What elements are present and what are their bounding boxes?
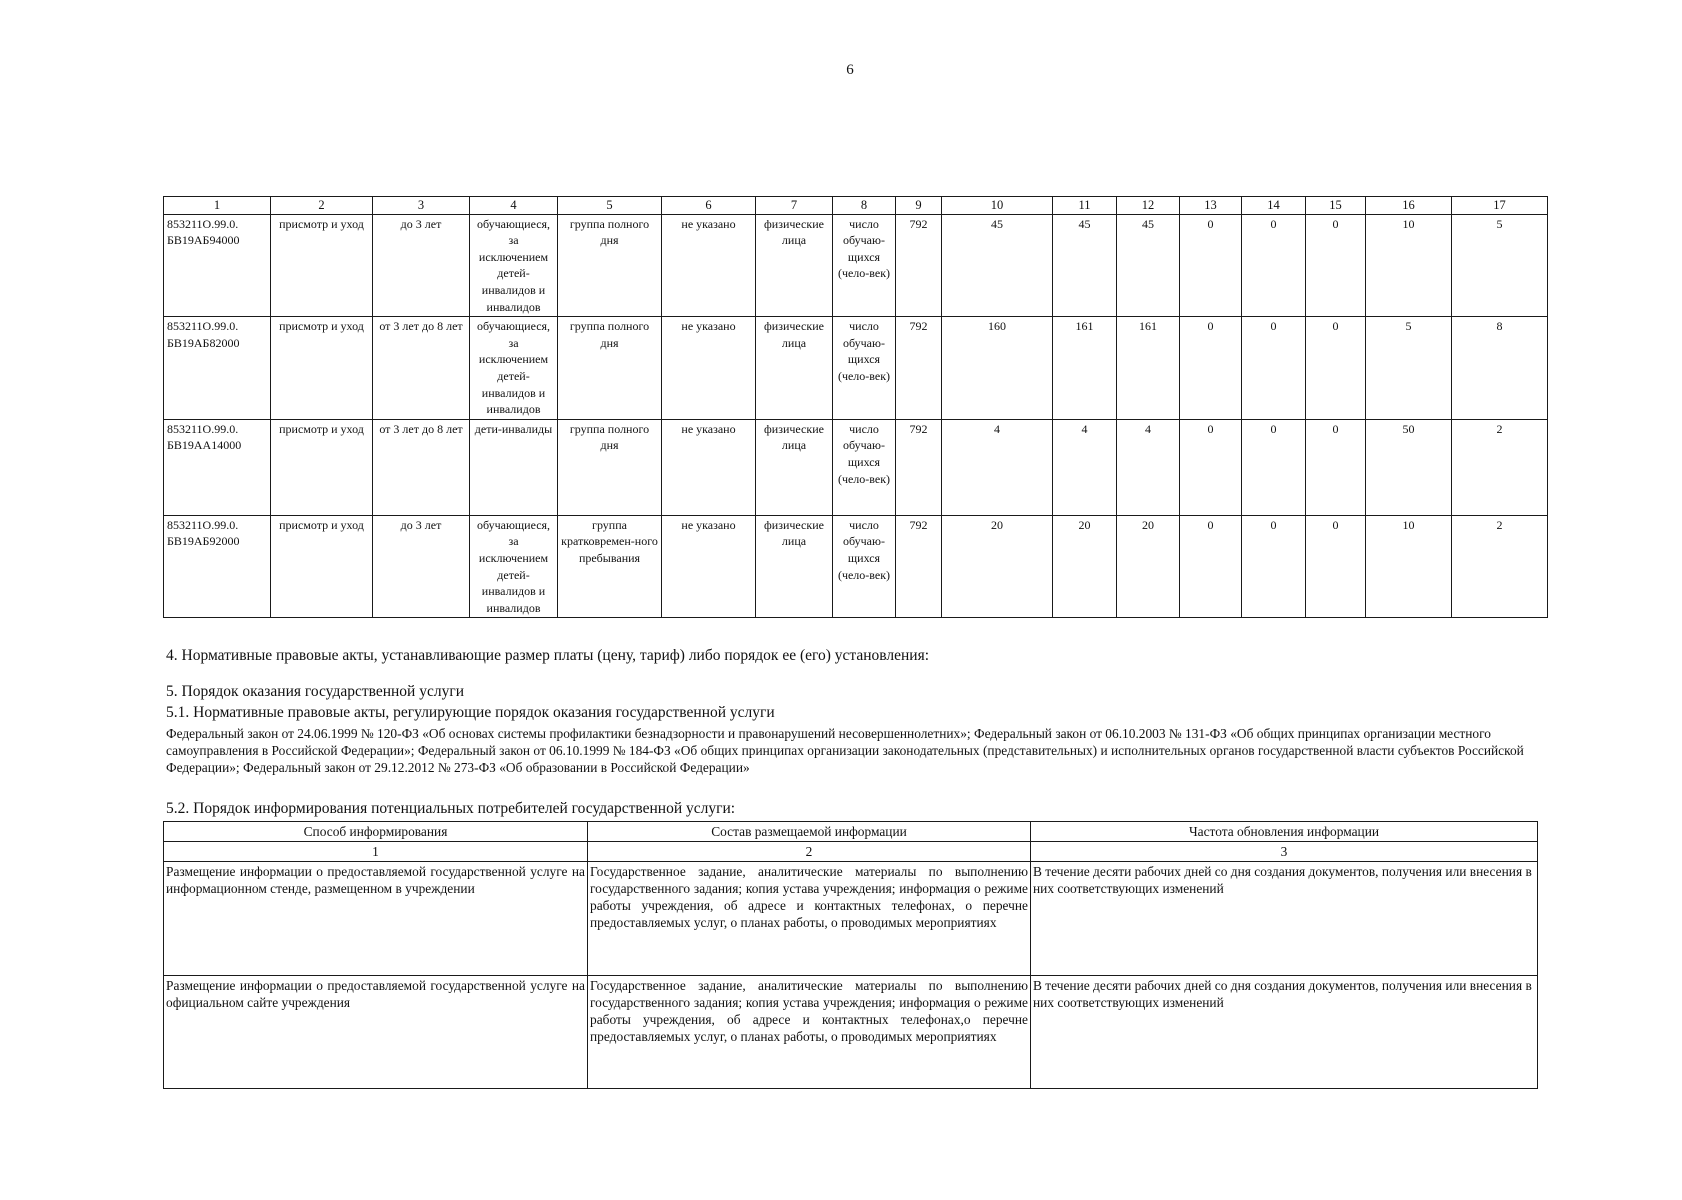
frequency-cell: В течение десяти рабочих дней со дня создания документов, получения или внесения в них соответствующих изменений bbox=[1031, 862, 1538, 976]
column-number: 11 bbox=[1053, 197, 1117, 215]
column-number-row bbox=[164, 197, 1548, 215]
deviation-percent-cell: 10 bbox=[1366, 214, 1452, 317]
column-number: 16 bbox=[1366, 197, 1452, 215]
column-number: 3 bbox=[1031, 842, 1538, 862]
deviation-percent-cell: 5 bbox=[1366, 317, 1452, 420]
method-cell: Размещение информации о предоставляемой государственной услуге на официальном сайте учреждения bbox=[164, 976, 588, 1089]
value-cell: 20 bbox=[1053, 515, 1117, 618]
registry-number-cell: 853211О.99.0. БВ19АА14000 bbox=[164, 419, 271, 515]
column-number: 10 bbox=[942, 197, 1053, 215]
fee-cell: 0 bbox=[1306, 515, 1366, 618]
fee-cell: 0 bbox=[1242, 214, 1306, 317]
information-table bbox=[163, 821, 1538, 1089]
value-cell: 161 bbox=[1053, 317, 1117, 420]
column-number: 12 bbox=[1117, 197, 1180, 215]
indicator-name-cell: число обучаю-щихся (чело-век) bbox=[833, 419, 896, 515]
condition-cell: не указано bbox=[662, 214, 756, 317]
deviation-absolute-cell: 5 bbox=[1452, 214, 1548, 317]
form-cell: группа кратковремен-ного пребывания bbox=[558, 515, 662, 618]
registry-number-cell: 853211О.99.0. БВ19АБ82000 bbox=[164, 317, 271, 420]
section-5-1-heading: 5.1. Нормативные правовые акты, регулирующие порядок оказания государственной услуги bbox=[166, 704, 775, 721]
deviation-absolute-cell: 8 bbox=[1452, 317, 1548, 420]
deviation-percent-cell: 10 bbox=[1366, 515, 1452, 618]
page-number: 6 bbox=[846, 62, 854, 78]
service-content-cell: присмотр и уход bbox=[271, 515, 373, 618]
fee-cell: 0 bbox=[1306, 419, 1366, 515]
consumer-cell: физические лица bbox=[756, 515, 833, 618]
column-number: 6 bbox=[662, 197, 756, 215]
deviation-percent-cell: 50 bbox=[1366, 419, 1452, 515]
table-row bbox=[164, 976, 1538, 1089]
value-cell: 4 bbox=[942, 419, 1053, 515]
column-number: 13 bbox=[1180, 197, 1242, 215]
value-cell: 4 bbox=[1117, 419, 1180, 515]
condition-cell: не указано bbox=[662, 515, 756, 618]
column-number: 14 bbox=[1242, 197, 1306, 215]
fee-cell: 0 bbox=[1242, 317, 1306, 420]
header-content: Состав размещаемой информации bbox=[588, 822, 1031, 842]
column-number: 17 bbox=[1452, 197, 1548, 215]
frequency-cell: В течение десяти рабочих дней со дня создания документов, получения или внесения в них соответствующих изменений bbox=[1031, 976, 1538, 1089]
value-cell: 161 bbox=[1117, 317, 1180, 420]
fee-cell: 0 bbox=[1180, 515, 1242, 618]
value-cell: 45 bbox=[1117, 214, 1180, 317]
fee-cell: 0 bbox=[1180, 214, 1242, 317]
indicators-table bbox=[163, 196, 1548, 618]
form-cell: группа полного дня bbox=[558, 214, 662, 317]
column-number: 2 bbox=[588, 842, 1031, 862]
deviation-absolute-cell: 2 bbox=[1452, 419, 1548, 515]
category-cell: обучающиеся, за исключением детей-инвалидов и инвалидов bbox=[470, 515, 558, 618]
condition-cell: не указано bbox=[662, 317, 756, 420]
table-row bbox=[164, 419, 1548, 515]
column-number: 8 bbox=[833, 197, 896, 215]
column-number: 15 bbox=[1306, 197, 1366, 215]
condition-cell: не указано bbox=[662, 419, 756, 515]
column-number: 1 bbox=[164, 842, 588, 862]
registry-number-cell: 853211О.99.0. БВ19АБ92000 bbox=[164, 515, 271, 618]
consumer-cell: физические лица bbox=[756, 214, 833, 317]
indicator-name-cell: число обучаю-щихся (чело-век) bbox=[833, 214, 896, 317]
fee-cell: 0 bbox=[1180, 419, 1242, 515]
value-cell: 45 bbox=[1053, 214, 1117, 317]
table-row bbox=[164, 862, 1538, 976]
service-content-cell: присмотр и уход bbox=[271, 214, 373, 317]
section-5-2-heading: 5.2. Порядок информирования потенциальных потребителей государственной услуги: bbox=[166, 800, 736, 817]
category-cell: обучающиеся, за исключением детей-инвалидов и инвалидов bbox=[470, 317, 558, 420]
column-number: 2 bbox=[271, 197, 373, 215]
age-cell: до 3 лет bbox=[373, 214, 470, 317]
fee-cell: 0 bbox=[1180, 317, 1242, 420]
deviation-absolute-cell: 2 bbox=[1452, 515, 1548, 618]
age-cell: от 3 лет до 8 лет bbox=[373, 419, 470, 515]
registry-number-cell: 853211О.99.0. БВ19АБ94000 bbox=[164, 214, 271, 317]
column-number: 4 bbox=[470, 197, 558, 215]
column-number: 5 bbox=[558, 197, 662, 215]
fee-cell: 0 bbox=[1242, 419, 1306, 515]
header-row bbox=[164, 822, 1538, 842]
section-4-heading: 4. Нормативные правовые акты, устанавливающие размер платы (цену, тариф) либо порядок ее (его) установления: bbox=[166, 647, 930, 664]
column-number: 9 bbox=[896, 197, 942, 215]
column-number: 3 bbox=[373, 197, 470, 215]
fee-cell: 0 bbox=[1242, 515, 1306, 618]
age-cell: от 3 лет до 8 лет bbox=[373, 317, 470, 420]
value-cell: 20 bbox=[942, 515, 1053, 618]
method-cell: Размещение информации о предоставляемой государственной услуге на информационном стенде, размещенном в учреждении bbox=[164, 862, 588, 976]
service-content-cell: присмотр и уход bbox=[271, 419, 373, 515]
value-cell: 20 bbox=[1117, 515, 1180, 618]
category-cell: дети-инвалиды bbox=[470, 419, 558, 515]
column-number: 7 bbox=[756, 197, 833, 215]
okei-code-cell: 792 bbox=[896, 317, 942, 420]
header-method: Способ информирования bbox=[164, 822, 588, 842]
consumer-cell: физические лица bbox=[756, 317, 833, 420]
age-cell: до 3 лет bbox=[373, 515, 470, 618]
service-content-cell: присмотр и уход bbox=[271, 317, 373, 420]
value-cell: 160 bbox=[942, 317, 1053, 420]
table-row bbox=[164, 214, 1548, 317]
fee-cell: 0 bbox=[1306, 214, 1366, 317]
category-cell: обучающиеся, за исключением детей-инвалидов и инвалидов bbox=[470, 214, 558, 317]
column-number-row bbox=[164, 842, 1538, 862]
value-cell: 4 bbox=[1053, 419, 1117, 515]
section-5-heading: 5. Порядок оказания государственной услуги bbox=[166, 683, 464, 700]
okei-code-cell: 792 bbox=[896, 214, 942, 317]
consumer-cell: физические лица bbox=[756, 419, 833, 515]
table-row bbox=[164, 515, 1548, 618]
indicator-name-cell: число обучаю-щихся (чело-век) bbox=[833, 317, 896, 420]
form-cell: группа полного дня bbox=[558, 317, 662, 420]
content-cell: Государственное задание, аналитические материалы по выполнению государственного задания; копия устава учреждения; информация о режиме работы учреждения, об адресе и контактных телефонах, о перечне предоставляемых услуг, о планах работы, о проводимых мероприятиях bbox=[588, 862, 1031, 976]
value-cell: 45 bbox=[942, 214, 1053, 317]
okei-code-cell: 792 bbox=[896, 515, 942, 618]
table-row bbox=[164, 317, 1548, 420]
form-cell: группа полного дня bbox=[558, 419, 662, 515]
content-cell: Государственное задание, аналитические материалы по выполнению государственного задания; копия устава учреждения; информация о режиме работы учреждения, об адресе и контактных телефонах,о перечне предоставляемых услуг, о планах работы, о проводимых мероприятиях bbox=[588, 976, 1031, 1089]
laws-paragraph: Федеральный закон от 24.06.1999 № 120-ФЗ «Об основах системы профилактики безнадзорности и правонарушений несовершеннолетних»; Федеральный закон от 06.10.2003 № 131-ФЗ «Об общих принципах организации местного самоуправления в Российской Федерации»; Федеральный закон от 06.10.1999 № 184-ФЗ «Об общих принципах организации законодательных (представительных) и исполнительных органов государственной власти субъектов Российской Федерации»; Федеральный закон от 29.12.2012 № 273-ФЗ «Об образовании в Российской Федерации» bbox=[166, 726, 1524, 775]
okei-code-cell: 792 bbox=[896, 419, 942, 515]
fee-cell: 0 bbox=[1306, 317, 1366, 420]
column-number: 1 bbox=[164, 197, 271, 215]
header-frequency: Частота обновления информации bbox=[1031, 822, 1538, 842]
indicator-name-cell: число обучаю-щихся (чело-век) bbox=[833, 515, 896, 618]
